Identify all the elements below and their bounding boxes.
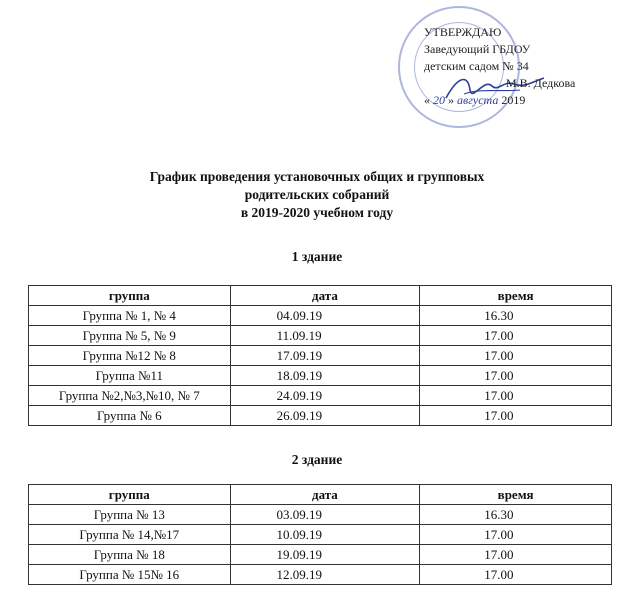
cell-date: 03.09.19: [230, 505, 420, 525]
approval-signatory: М.В. Дедкова: [506, 76, 576, 90]
approval-institution: детским садом № 34: [424, 59, 529, 73]
approval-date-close-quote: »: [448, 93, 454, 107]
table-header-row: [29, 485, 612, 505]
cell-time: 17.00: [420, 386, 612, 406]
approval-date-open-quote: «: [424, 93, 430, 107]
building-1-table: [28, 285, 612, 426]
cell-group: Группа №11: [29, 366, 231, 386]
building-2-table: [28, 484, 612, 585]
cell-time: 17.00: [420, 326, 612, 346]
cell-group: Группа № 6: [29, 406, 231, 426]
table-row: [29, 545, 612, 565]
cell-group: Группа № 15№ 16: [29, 565, 231, 585]
cell-date: 04.09.19: [230, 306, 420, 326]
cell-date: 18.09.19: [230, 366, 420, 386]
cell-date: 26.09.19: [230, 406, 420, 426]
cell-time: 16.30: [420, 306, 612, 326]
approval-heading: УТВЕРЖДАЮ: [424, 25, 502, 39]
cell-date: 24.09.19: [230, 386, 420, 406]
table-row: [29, 326, 612, 346]
header-time: время: [420, 286, 612, 306]
cell-time: 17.00: [420, 346, 612, 366]
cell-date: 11.09.19: [230, 326, 420, 346]
header-date: дата: [230, 485, 420, 505]
cell-group: Группа № 13: [29, 505, 231, 525]
cell-date: 12.09.19: [230, 565, 420, 585]
approval-position: Заведующий ГБДОУ: [424, 42, 531, 56]
cell-time: 17.00: [420, 366, 612, 386]
table-row: [29, 346, 612, 366]
title-line-1: График проведения установочных общих и групповых: [149, 169, 485, 184]
table-header-row: [29, 286, 612, 306]
table-row: [29, 386, 612, 406]
cell-time: 16.30: [420, 505, 612, 525]
document-title: [0, 168, 634, 222]
cell-group: Группа № 18: [29, 545, 231, 565]
approval-date-day: 20: [433, 93, 445, 107]
cell-group: Группа №2,№3,№10, № 7: [29, 386, 231, 406]
table-row: [29, 406, 612, 426]
table-row: [29, 306, 612, 326]
building-1-heading: 1 здание: [291, 249, 343, 264]
approval-block: [424, 24, 624, 109]
title-line-2: родительских собраний: [244, 187, 390, 202]
cell-time: 17.00: [420, 565, 612, 585]
header-time: время: [420, 485, 612, 505]
cell-date: 19.09.19: [230, 545, 420, 565]
building-2-heading: 2 здание: [291, 452, 343, 467]
header-group: группа: [29, 485, 231, 505]
cell-time: 17.00: [420, 545, 612, 565]
cell-date: 17.09.19: [230, 346, 420, 366]
cell-group: Группа № 1, № 4: [29, 306, 231, 326]
approval-date-year: 2019: [501, 93, 526, 107]
cell-time: 17.00: [420, 525, 612, 545]
cell-group: Группа № 14,№17: [29, 525, 231, 545]
table-row: [29, 525, 612, 545]
cell-time: 17.00: [420, 406, 612, 426]
header-group: группа: [29, 286, 231, 306]
table-row: [29, 565, 612, 585]
cell-date: 10.09.19: [230, 525, 420, 545]
cell-group: Группа №12 № 8: [29, 346, 231, 366]
title-line-3: в 2019-2020 учебном году: [240, 205, 394, 220]
table-row: [29, 505, 612, 525]
table-row: [29, 366, 612, 386]
header-date: дата: [230, 286, 420, 306]
approval-date: [424, 92, 624, 109]
approval-date-month: августа: [457, 93, 499, 107]
cell-group: Группа № 5, № 9: [29, 326, 231, 346]
